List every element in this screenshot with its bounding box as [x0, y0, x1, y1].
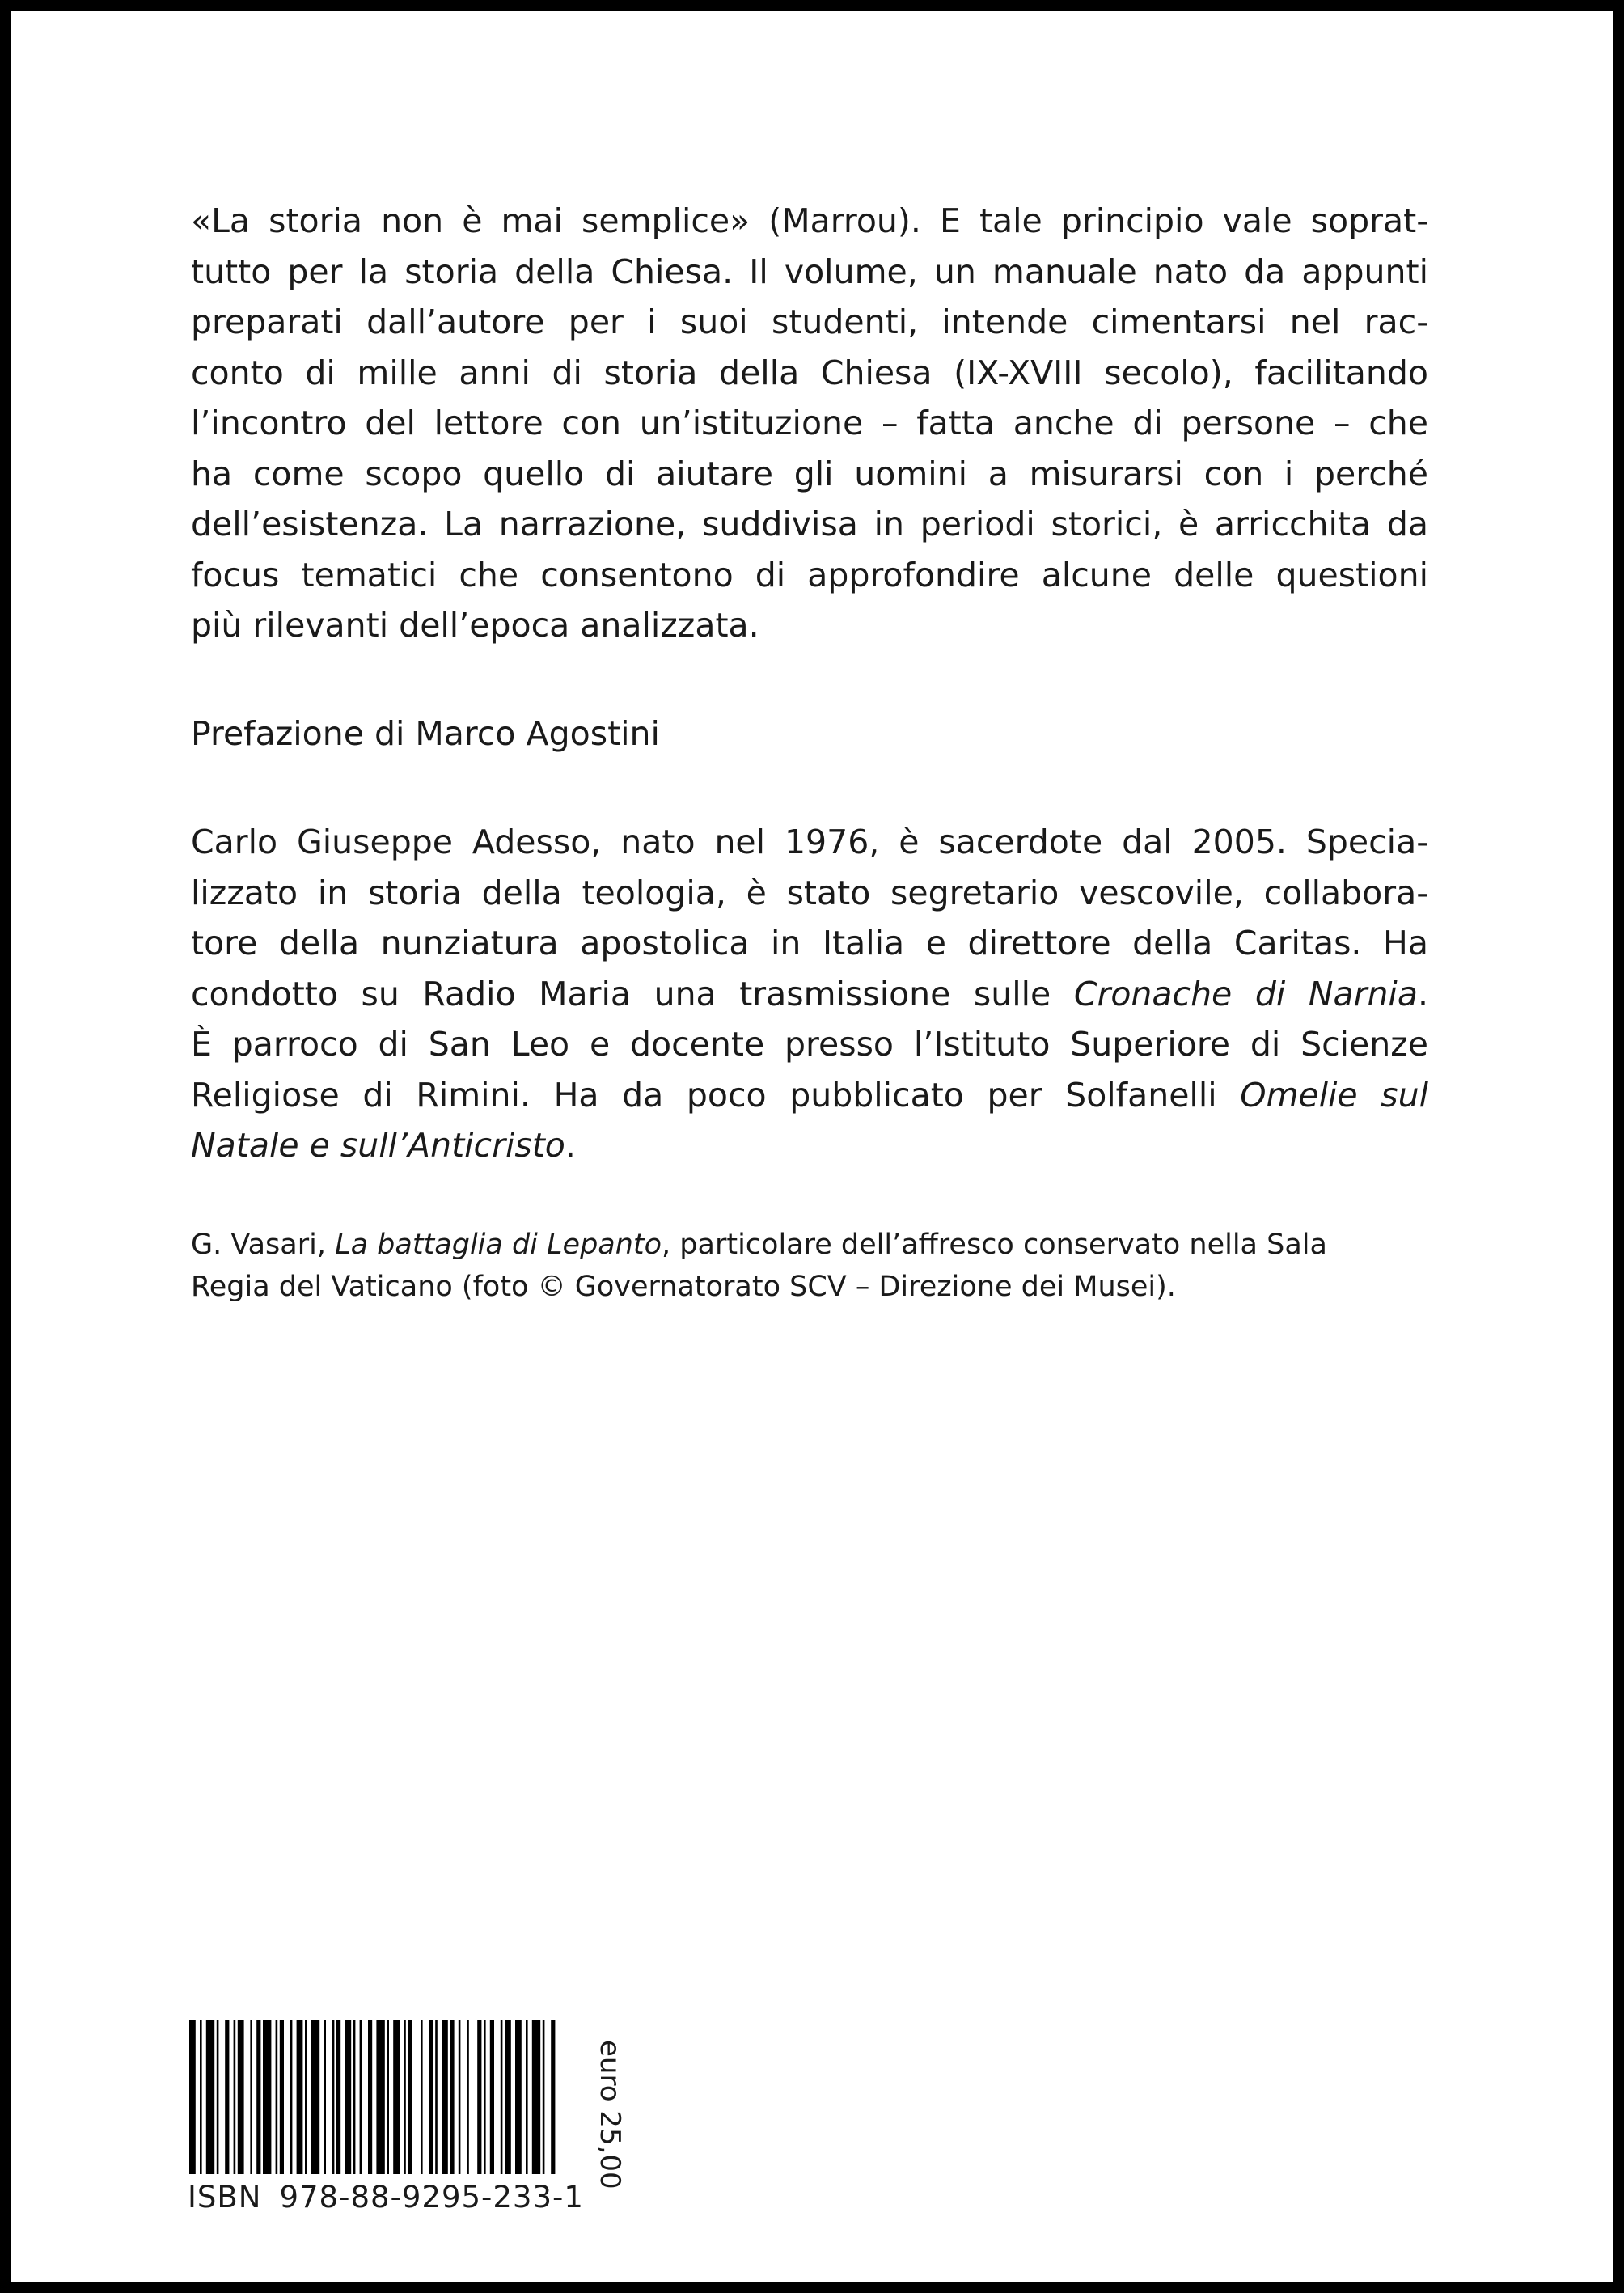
- barcode-bar: [387, 2020, 389, 2174]
- barcode-bar: [217, 2020, 219, 2174]
- bio-line: [191, 1120, 1428, 1171]
- barcode-bar: [311, 2020, 319, 2174]
- barcode-bar: [206, 2020, 214, 2174]
- barcode-bar: [189, 2020, 196, 2174]
- barcode-bar: [368, 2020, 372, 2174]
- barcode-bar: [324, 2020, 326, 2174]
- book-title: Cronache di Narnia: [1073, 974, 1418, 1013]
- barcode-bar: [256, 2020, 260, 2174]
- bio-text: condotto su Radio Maria una trasmissione sulle: [191, 974, 1074, 1013]
- barcode-bar: [263, 2020, 271, 2174]
- image-credit: [191, 1224, 1428, 1308]
- back-cover: [11, 11, 1613, 2282]
- isbn-number: 978-88-9295-233-1: [279, 2180, 584, 2215]
- barcode-bar: [332, 2020, 335, 2174]
- barcode-bar: [543, 2020, 545, 2174]
- price-label: euro 25,00: [594, 2040, 626, 2189]
- barcode-bar: [429, 2020, 433, 2174]
- synopsis-line: dell’esistenza. La narrazione, suddivisa in periodi storici, è arricchita da: [191, 505, 1428, 544]
- barcode-bar: [450, 2020, 454, 2174]
- barcode-bar: [435, 2020, 438, 2174]
- barcode-bar: [505, 2020, 511, 2174]
- barcode-bar: [393, 2020, 400, 2174]
- credit-line: Regia del Vaticano (foto © Governatorato SCV – Direzione dei Musei).: [191, 1271, 1176, 1303]
- barcode-bar: [238, 2020, 244, 2174]
- synopsis-paragraph: [191, 196, 1428, 651]
- barcode-bar: [353, 2020, 356, 2174]
- barcode-bar: [442, 2020, 448, 2174]
- book-title: Natale e sull’Anticristo: [191, 1126, 565, 1165]
- barcode-block: [188, 2020, 561, 2174]
- synopsis-line: tutto per la storia della Chiesa. Il volume, un manuale nato da appunti: [191, 252, 1428, 291]
- barcode-bar: [501, 2020, 503, 2174]
- bio-line: Carlo Giuseppe Adesso, nato nel 1976, è sacerdote dal 2005. Specia-: [191, 823, 1428, 861]
- barcode-bar: [336, 2020, 340, 2174]
- synopsis-line: più rilevanti dell’epoca analizzata.: [191, 606, 759, 645]
- barcode-bar: [467, 2020, 469, 2174]
- synopsis-line: ha come scopo quello di aiutare gli uomini a misurarsi con i perché: [191, 454, 1428, 493]
- synopsis-line: preparati dall’autore per i suoi studenti, intende cimentarsi nel rac-: [191, 302, 1428, 341]
- barcode-bar: [360, 2020, 362, 2174]
- barcode-bar: [234, 2020, 236, 2174]
- isbn-label: ISBN: [188, 2180, 262, 2215]
- synopsis-line: focus tematici che consentono di approfondire alcune delle questioni: [191, 555, 1428, 594]
- bio-text: .: [565, 1126, 576, 1165]
- barcode-bar: [276, 2020, 278, 2174]
- book-title: Omelie sul: [1240, 1075, 1428, 1115]
- barcode-bar: [376, 2020, 384, 2174]
- barcode-bar: [515, 2020, 522, 2174]
- barcode-bar: [551, 2020, 555, 2174]
- isbn: [188, 2180, 584, 2215]
- synopsis-line: «La storia non è mai semplice» (Marrou). E tale principio vale soprat-: [191, 201, 1428, 240]
- barcode-bar: [421, 2020, 423, 2174]
- barcode-bar: [526, 2020, 528, 2174]
- barcode-bar: [297, 2020, 303, 2174]
- synopsis-line: conto di mille anni di storia della Chiesa (IX-XVIII secolo), facilitando: [191, 353, 1428, 392]
- barcode-bar: [408, 2020, 412, 2174]
- barcode: [188, 2020, 561, 2174]
- barcode-bar: [345, 2020, 351, 2174]
- bio-line: lizzato in storia della teologia, è stato segretario vescovile, collabora-: [191, 873, 1428, 912]
- preface-credit: Prefazione di Marco Agostini: [191, 714, 660, 753]
- barcode-bar: [459, 2020, 461, 2174]
- barcode-bar: [477, 2020, 481, 2174]
- barcode-bar: [225, 2020, 229, 2174]
- barcode-bar: [200, 2020, 202, 2174]
- barcode-bar: [290, 2020, 293, 2174]
- bio-line: tore della nunziatura apostolica in Italia e direttore della Caritas. Ha: [191, 924, 1428, 962]
- author-bio: [191, 817, 1428, 1171]
- barcode-bar: [250, 2020, 252, 2174]
- bio-line: [191, 969, 1428, 1020]
- bio-line: È parroco di San Leo e docente presso l’Istituto Superiore di Scienze: [191, 1025, 1428, 1064]
- credit-line: [191, 1224, 1428, 1266]
- bio-line: [191, 1070, 1428, 1121]
- barcode-bar: [490, 2020, 494, 2174]
- credit-text: G. Vasari,: [191, 1229, 336, 1261]
- barcode-bar: [532, 2020, 540, 2174]
- barcode-bar: [305, 2020, 307, 2174]
- barcode-bar: [484, 2020, 486, 2174]
- bio-text: .: [1417, 974, 1428, 1013]
- barcode-bar: [280, 2020, 284, 2174]
- synopsis-line: l’incontro del lettore con un’istituzione – fatta anche di persone – che: [191, 404, 1428, 442]
- bio-text: Religiose di Rimini. Ha da poco pubblicato per Solfanelli: [191, 1075, 1241, 1115]
- barcode-bar: [404, 2020, 406, 2174]
- artwork-title: La battaglia di Lepanto: [335, 1229, 662, 1261]
- credit-text: , particolare dell’affresco conservato nella Sala: [662, 1229, 1327, 1261]
